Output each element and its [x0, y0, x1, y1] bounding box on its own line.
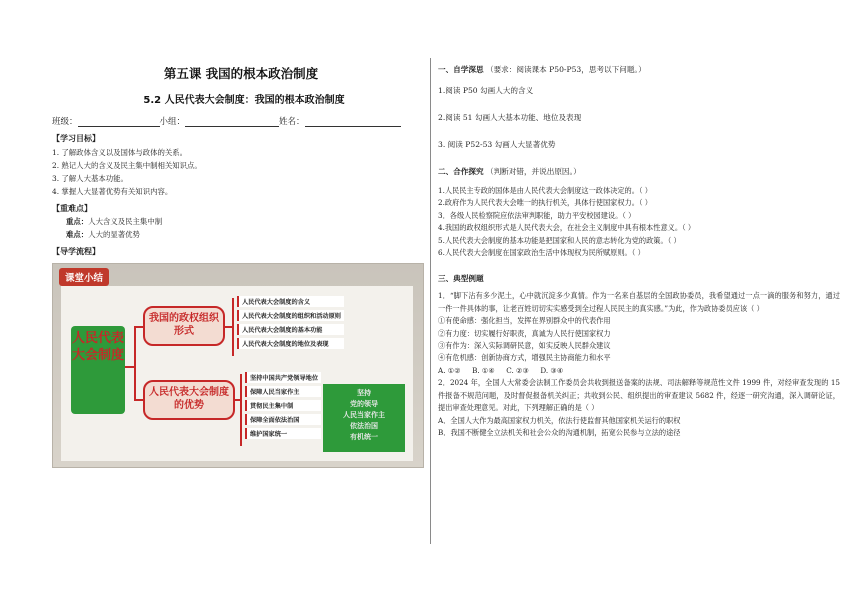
goal-item: 4. 掌握人大显著优势有关知识内容。 — [52, 187, 173, 196]
option-item: A．全国人大作为最高国家权力机关，依法行使监督其他国家机关运行的职权 — [438, 415, 681, 425]
summary-board — [61, 286, 413, 461]
question-1: 1．“脚下沾有多少泥土，心中就沉淀多少真情。作为一名来自基层的全国政协委员，我希望通过一点一滴的服务和努力，通过一件一件具体的事，让老百姓切切实实感受到全过程人民民主的真实感。”为此，作为政协委员应该（ ） — [438, 291, 840, 313]
key-text: 人大含义及民主集中制 — [88, 217, 163, 226]
study-item: 2.阅读 51 勾画人大基本功能、地位及表现 — [438, 113, 582, 122]
advantage-box — [143, 380, 235, 420]
class-field[interactable] — [78, 117, 160, 127]
student-info-fields — [52, 115, 424, 127]
list-item: 人民代表大会制度的基本功能 — [237, 324, 344, 335]
list-item: 人民代表大会制度的含义 — [237, 296, 344, 307]
group-label: 小组： — [159, 117, 186, 127]
center-concept-text: 人民代表大会制度 — [71, 331, 124, 363]
lesson-title: 第五课 我国的根本政治制度 — [163, 66, 319, 81]
option-item: ②有力度：切实履行好职责，真诚为人民行使国家权力 — [438, 328, 611, 338]
green-line: 坚持 — [357, 389, 371, 397]
green-line: 党的领导 — [350, 400, 378, 408]
question-2: 2．2024 年，全国人大常委会法制工作委员会共收到报送备案的法规、司法解释等规范性文件 1999 件，对经审查发现的 15 件报备不规范问题，及时督促报备机关纠正；共收到公民、组织提出的审查建议 5682 件，经逐一研究沟通，深入调研论证，提出审查处理意见。对此，下列理解正确的是（ ） — [438, 378, 840, 413]
examples-heading — [438, 273, 840, 284]
judge-item: 5.人民代表大会制度的基本功能是把国家和人民的意志转化为党的政策。（ ） — [438, 235, 681, 245]
judge-item: 2.政府作为人民代表大会唯一的执行机关，具体行使国家权力。（ ） — [438, 198, 652, 208]
key-label: 重点： — [66, 217, 89, 226]
class-label: 班级： — [52, 117, 78, 127]
regime-form-box — [143, 306, 225, 346]
difficult-text: 人大的显著优势 — [88, 230, 140, 239]
option-item: B．我国不断健全立法机关和社会公众的沟通机制，拓宽公民参与立法的途径 — [438, 427, 681, 437]
list-item: 保障人民当家作主 — [245, 386, 321, 397]
study-item: 1.阅读 P50 勾画人大的含义 — [438, 86, 534, 95]
section-note: （要求：阅读课本 P50-P53，思考以下问题。） — [485, 65, 646, 74]
advantage-list — [245, 372, 321, 442]
option-item: ④有危机感：创新协商方式，增强民主协商能力和水平 — [438, 353, 611, 363]
organic-unity-box — [323, 384, 405, 452]
regime-form-list — [237, 296, 344, 352]
list-item: 贯彻民主集中制 — [245, 400, 321, 411]
center-concept-box — [71, 326, 125, 414]
difficult-point — [52, 230, 424, 240]
section-title: 一、自学深思 — [438, 65, 484, 74]
list-item: 坚持中国共产党领导地位 — [245, 372, 321, 383]
list-item: 维护国家统一 — [245, 428, 321, 439]
column-divider — [430, 58, 431, 544]
list-item: 保障全面依法治国 — [245, 414, 321, 425]
lesson-subtitle: 5.2 人民代表大会制度：我国的根本政治制度 — [143, 95, 345, 106]
self-study-heading — [438, 64, 840, 75]
difficult-label: 难点： — [66, 230, 89, 239]
judge-item: 4.我国的政权组织形式是人民代表大会，在社会主义制度中具有根本性意义。（ ） — [438, 223, 696, 233]
name-field[interactable] — [305, 117, 401, 127]
right-column — [438, 64, 840, 439]
list-item: 人民代表大会制度的组织和活动原则 — [237, 310, 344, 321]
name-label: 姓名： — [279, 117, 305, 127]
goal-item: 3. 了解人大基本功能。 — [52, 174, 128, 183]
summary-tag: 课堂小结 — [59, 268, 109, 286]
left-column — [52, 64, 424, 468]
judge-item: 6.人民代表大会制度在国家政治生活中体现权为民所赋原则。（ ） — [438, 248, 645, 258]
list-item: 人民代表大会制度的地位及表现 — [237, 338, 344, 349]
option-item: ③有作为：深入实际调研民意，如实反映人民群众建议 — [438, 341, 611, 351]
guide-heading: 【导学流程】 — [52, 246, 100, 256]
goal-item: 1. 了解政体含义以及国体与政体的关系。 — [52, 148, 188, 157]
study-item: 3. 阅读 P52-53 勾画人大显著优势 — [438, 140, 556, 149]
regime-form-text: 我国的政权组织形式 — [149, 313, 219, 337]
advantage-text: 人民代表大会制度的优势 — [149, 387, 229, 411]
keypoints-heading: 【重难点】 — [52, 203, 92, 213]
green-line: 人民当家作主 — [343, 411, 385, 419]
judge-item: 1.人民民主专政的国体是由人民代表大会制度这一政体决定的。（ ） — [438, 186, 652, 195]
class-summary-photo — [52, 263, 424, 468]
connector-line — [134, 326, 136, 400]
judge-item: 3．各级人民检察院应依法审判职能，助力平安校园建设。（ ） — [438, 210, 636, 220]
section-title: 二、合作探究 — [438, 167, 484, 176]
goal-item: 2. 熟记人大的含义及民主集中制相关知识点。 — [52, 161, 202, 170]
answer-choices: A. ①② B. ①④ C. ②③ D. ③④ — [438, 365, 564, 375]
option-item: ①有使命感：强化担当，发挥在界别群众中的代表作用 — [438, 316, 611, 326]
section-note: （判断对错，并说出原因。） — [485, 167, 581, 176]
key-point — [52, 217, 424, 227]
group-field[interactable] — [185, 117, 279, 127]
cooperation-heading — [438, 166, 840, 177]
green-line: 有机统一 — [350, 433, 378, 441]
connector-line — [232, 298, 234, 356]
section-title: 三、典型例题 — [438, 274, 484, 284]
goals-heading: 【学习目标】 — [52, 133, 100, 143]
connector-line — [240, 374, 242, 446]
green-line: 依法治国 — [350, 422, 378, 430]
